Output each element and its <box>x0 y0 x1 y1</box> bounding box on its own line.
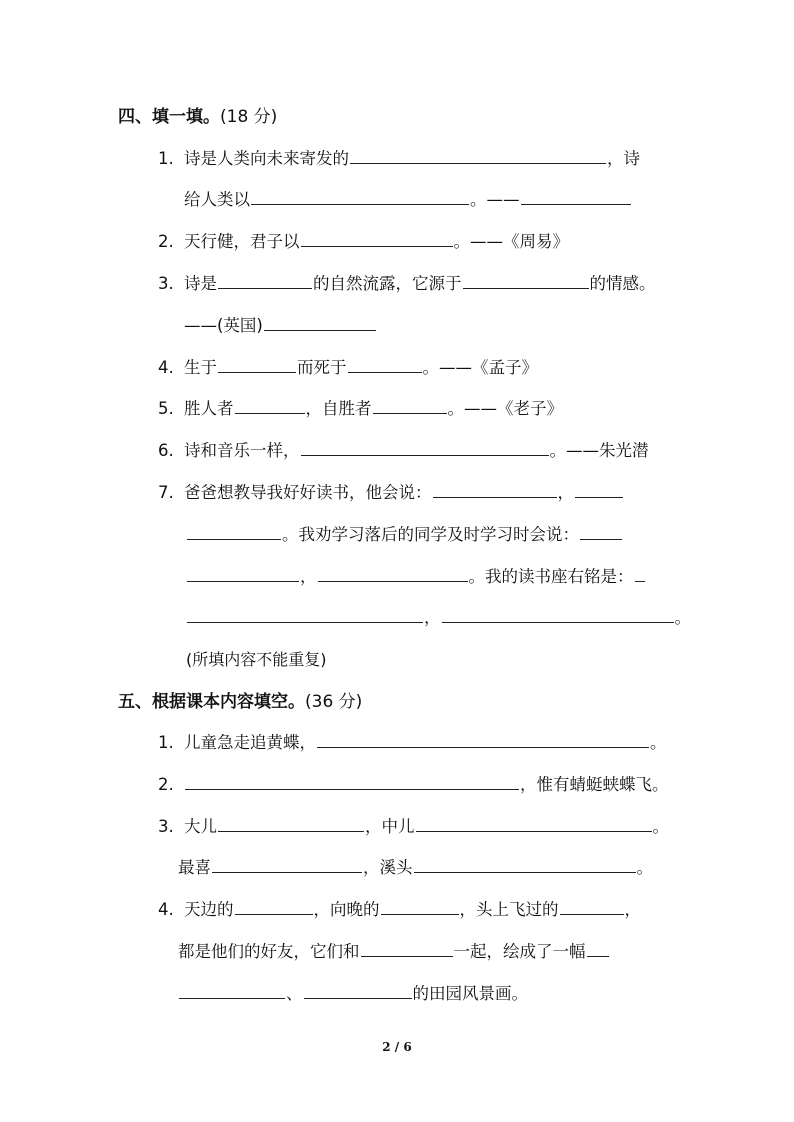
s4-q4-blank-1[interactable] <box>218 371 296 373</box>
s5-q4-text-h: 的田园风景画。 <box>412 984 528 1003</box>
s5-q3-blank-1[interactable] <box>218 830 364 832</box>
s5-q4-text-c: ，头上飞过的 <box>459 900 559 919</box>
s5-q4-number: 4. <box>158 900 174 919</box>
s5-q3-blank-3[interactable] <box>212 871 362 873</box>
s4-q6-number: 6. <box>158 441 174 460</box>
s5-q4-text-d: ， <box>624 900 641 919</box>
s5-q4-text-a: 天边的 <box>184 900 234 919</box>
s4-q7-blank-5[interactable] <box>635 580 645 582</box>
s5-q4-text-b: ，向晚的 <box>313 900 380 919</box>
s5-q4-line1 <box>158 890 794 930</box>
s5-q3-line2 <box>178 848 794 888</box>
s5-q4-text-g: 、 <box>286 984 303 1003</box>
s4-q6-line <box>158 431 794 471</box>
s4-q3-text-d: ——(英国) <box>184 316 263 335</box>
s4-q1-line2 <box>184 180 794 220</box>
s4-q7-number: 7. <box>158 483 174 502</box>
s5-q4-blank-5b[interactable] <box>179 997 285 999</box>
s5-q3-text-d: 最喜 <box>178 858 211 877</box>
s4-q7-line1 <box>158 473 794 513</box>
s5-q3-line1 <box>158 807 794 847</box>
s4-q7-text-e: 。我的读书座右铭是： <box>468 567 634 586</box>
s4-q7-line3 <box>186 557 794 597</box>
s4-q7-blank-3b[interactable] <box>187 580 299 582</box>
s4-q5-text-b: ，自胜者 <box>305 399 372 418</box>
s5-q2-text-a: ，惟有蜻蜓蛱蝶飞。 <box>520 775 669 794</box>
s4-q3-text-a: 诗是 <box>184 274 217 293</box>
s4-q5-text-c: 。——《老子》 <box>447 399 563 418</box>
s4-q3-number: 3. <box>158 274 174 293</box>
s4-q7-blank-1[interactable] <box>433 496 557 498</box>
s4-q7-text-f: ， <box>424 608 441 627</box>
s4-q3-line1 <box>158 264 794 304</box>
s5-q1-line <box>158 723 794 763</box>
s5-q2-blank-1[interactable] <box>185 788 519 790</box>
s4-q7-line4 <box>186 598 794 638</box>
s5-q1-text-a: 儿童急走追黄蝶， <box>184 733 316 752</box>
s5-q4-blank-2[interactable] <box>381 913 459 915</box>
s4-q5-line <box>158 389 794 429</box>
page-number: 2 / 6 <box>382 1040 412 1054</box>
s4-q2-line <box>158 222 794 262</box>
s4-q6-blank-1[interactable] <box>301 454 549 456</box>
s4-q3-blank-2[interactable] <box>463 287 589 289</box>
s4-q5-text-a: 胜人者 <box>184 399 234 418</box>
s4-q7-text-c: 。我劝学习落后的同学及时学习时会说： <box>282 525 579 544</box>
s4-q1-text-a: 诗是人类向未来寄发的 <box>184 149 349 168</box>
s4-q4-blank-2[interactable] <box>348 371 422 373</box>
s4-q4-text-a: 生于 <box>184 358 217 377</box>
s4-q7-text-g: 。 <box>674 608 691 627</box>
section-5-heading <box>118 682 794 722</box>
s5-q4-blank-1[interactable] <box>235 913 313 915</box>
s4-q4-line <box>158 348 794 388</box>
s5-q3-number: 3. <box>158 817 174 836</box>
s4-q7-text-a: 爸爸想教导我好好读书，他会说： <box>184 483 432 502</box>
s4-q1-blank-1[interactable] <box>350 162 606 164</box>
section-4-title: 四、填一填。 <box>118 107 220 127</box>
s4-q7-text-d: ， <box>300 567 317 586</box>
s5-q4-line2 <box>178 932 794 972</box>
s5-q4-blank-6[interactable] <box>304 997 412 999</box>
s4-q7-text-b: ， <box>557 483 574 502</box>
section-4-score: (18 分) <box>220 107 278 127</box>
s4-q6-text-a: 诗和音乐一样， <box>184 441 300 460</box>
s5-q2-line <box>158 765 794 805</box>
s4-q1-blank-2[interactable] <box>251 203 469 205</box>
s4-q4-number: 4. <box>158 358 174 377</box>
s5-q4-line3 <box>178 974 794 1014</box>
s4-q7-blank-2[interactable] <box>575 496 623 498</box>
s5-q3-text-e: ，溪头 <box>363 858 413 877</box>
s4-q2-blank-1[interactable] <box>301 245 453 247</box>
s4-q7-line2 <box>186 515 794 555</box>
s4-q5-blank-2[interactable] <box>373 412 447 414</box>
s4-q4-text-b: 而死于 <box>297 358 347 377</box>
s4-q3-text-b: 的自然流露，它源于 <box>313 274 462 293</box>
s5-q4-blank-4[interactable] <box>361 955 453 957</box>
s4-q1-text-b: ，诗 <box>607 149 640 168</box>
s5-q3-text-b: ，中儿 <box>365 817 415 836</box>
s4-q3-text-c: 的情感。 <box>589 274 656 293</box>
section-5-title: 五、根据课本内容填空。 <box>118 692 305 712</box>
s4-q1-line1 <box>158 139 794 179</box>
s4-q2-text-b: 。——《周易》 <box>453 232 569 251</box>
s5-q3-text-a: 大儿 <box>184 817 217 836</box>
section-4-heading <box>118 97 794 137</box>
s5-q4-blank-3[interactable] <box>560 913 624 915</box>
s4-q1-number: 1. <box>158 149 174 168</box>
s4-q7-blank-6[interactable] <box>442 621 674 623</box>
s5-q3-blank-4[interactable] <box>414 871 636 873</box>
s4-q7-blank-3[interactable] <box>580 538 622 540</box>
section-5-score: (36 分) <box>305 692 363 712</box>
s4-q7-blank-2b[interactable] <box>187 538 281 540</box>
s4-q7-note: (所填内容不能重复) <box>186 650 327 669</box>
s4-q7-blank-4[interactable] <box>318 580 468 582</box>
s5-q1-blank-1[interactable] <box>317 746 649 748</box>
s5-q3-text-f: 。 <box>636 858 653 877</box>
s4-q7-blank-5b[interactable] <box>187 621 423 623</box>
s4-q1-blank-3[interactable] <box>521 203 631 205</box>
s4-q4-text-c: 。——《孟子》 <box>422 358 538 377</box>
s5-q3-text-c: 。 <box>652 817 669 836</box>
s4-q5-number: 5. <box>158 399 174 418</box>
s5-q2-number: 2. <box>158 775 174 794</box>
s5-q4-text-f: 一起，绘成了一幅 <box>453 942 586 961</box>
s5-q3-blank-2[interactable] <box>416 830 652 832</box>
s4-q2-number: 2. <box>158 232 174 251</box>
s4-q2-text-a: 天行健，君子以 <box>184 232 300 251</box>
s5-q1-number: 1. <box>158 733 174 752</box>
s5-q4-blank-5[interactable] <box>587 955 609 957</box>
s4-q3-line2 <box>184 306 794 346</box>
s4-q1-text-c: 给人类以 <box>184 190 250 209</box>
s4-q1-text-d: 。—— <box>470 190 520 209</box>
s4-q5-blank-1[interactable] <box>235 412 305 414</box>
s5-q4-text-e: 都是他们的好友，它们和 <box>178 942 360 961</box>
s4-q6-text-b: 。——朱光潜 <box>549 441 649 460</box>
s4-q3-blank-3[interactable] <box>264 329 376 331</box>
s5-q1-text-b: 。 <box>650 733 667 752</box>
s4-q3-blank-1[interactable] <box>218 287 312 289</box>
